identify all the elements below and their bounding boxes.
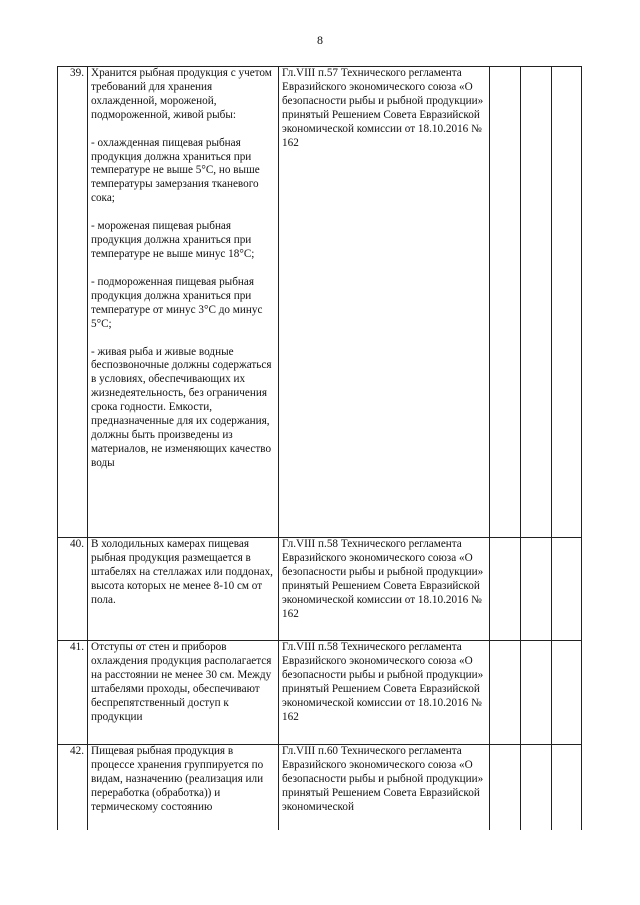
table-row bbox=[58, 641, 582, 745]
table-row bbox=[58, 67, 582, 538]
reference-cell: Гл.VIII п.58 Технического регламента Евразийского экономического союза «О безопасности рыбы и рыбной продукции» принятый Решением Совета Евразийской экономической комиссии от 18.10.2016 № 162 bbox=[279, 641, 490, 745]
row-number: 42. bbox=[58, 745, 88, 831]
page-number: 8 bbox=[317, 33, 323, 47]
empty-cell bbox=[521, 745, 552, 831]
table-row bbox=[58, 538, 582, 641]
requirement-cell bbox=[88, 67, 279, 538]
reference-cell: Гл.VIII п.58 Технического регламента Евразийского экономического союза «О безопасности рыбы и рыбной продукции» принятый Решением Совета Евразийской экономической комиссии от 18.10.2016 № 162 bbox=[279, 538, 490, 641]
reference-cell: Гл.VIII п.57 Технического регламента Евразийского экономического союза «О безопасности рыбы и рыбной продукции» принятый Решением Совета Евразийской экономической комиссии от 18.10.2016 № 162 bbox=[279, 67, 490, 538]
empty-cell bbox=[490, 745, 521, 831]
requirement-cell: В холодильных камерах пищевая рыбная продукция размещается в штабелях на стеллажах или поддонах, высота которых не менее 8-10 см от пола. bbox=[88, 538, 279, 641]
empty-cell bbox=[552, 745, 582, 831]
requirement-cell: Отступы от стен и приборов охлаждения продукция располагается на расстоянии не менее 30 см. Между штабелями проходы, обеспечивают беспрепятственный доступ к продукции bbox=[88, 641, 279, 745]
requirement-text: - живая рыба и живые водные беспозвоночные должны содержаться в условиях, обеспечивающих их жизнедеятельность, без ограничения срока годности. Емкости, предназначенные для их содержания, должны быть произведены из материалов, не изменяющих качество воды bbox=[91, 345, 272, 469]
row-number: 39. bbox=[58, 67, 88, 538]
requirement-cell: Пищевая рыбная продукция в процессе хранения группируется по видам, назначению (реализация или переработка (обработка)) и термическому состоянию bbox=[88, 745, 279, 831]
row-number: 40. bbox=[58, 538, 88, 641]
empty-cell bbox=[490, 67, 521, 538]
requirement-text: - охлажденная пищевая рыбная продукция должна храниться при температуре не выше 5°С, но выше температуры замерзания тканевого сока; bbox=[91, 136, 260, 205]
reference-cell: Гл.VIII п.60 Технического регламента Евразийского экономического союза «О безопасности рыбы и рыбной продукции» принятый Решением Совета Евразийской экономической bbox=[279, 745, 490, 831]
empty-cell bbox=[490, 538, 521, 641]
empty-cell bbox=[490, 641, 521, 745]
requirement-text: Хранится рыбная продукция с учетом требований для хранения охлажденной, мороженой, подмороженной, живой рыбы: bbox=[91, 67, 272, 121]
empty-cell bbox=[552, 67, 582, 538]
table-row bbox=[58, 745, 582, 831]
empty-cell bbox=[521, 67, 552, 538]
requirement-text: - мороженая пищевая рыбная продукция должна храниться при температуре не выше минус 18°С; bbox=[91, 220, 255, 260]
empty-cell bbox=[521, 641, 552, 745]
row-number: 41. bbox=[58, 641, 88, 745]
empty-cell bbox=[552, 641, 582, 745]
checklist-table bbox=[57, 66, 582, 830]
empty-cell bbox=[552, 538, 582, 641]
empty-cell bbox=[521, 538, 552, 641]
requirement-text: - подмороженная пищевая рыбная продукция должна храниться при температуре от минус 3°С до минус 5°С; bbox=[91, 275, 263, 330]
